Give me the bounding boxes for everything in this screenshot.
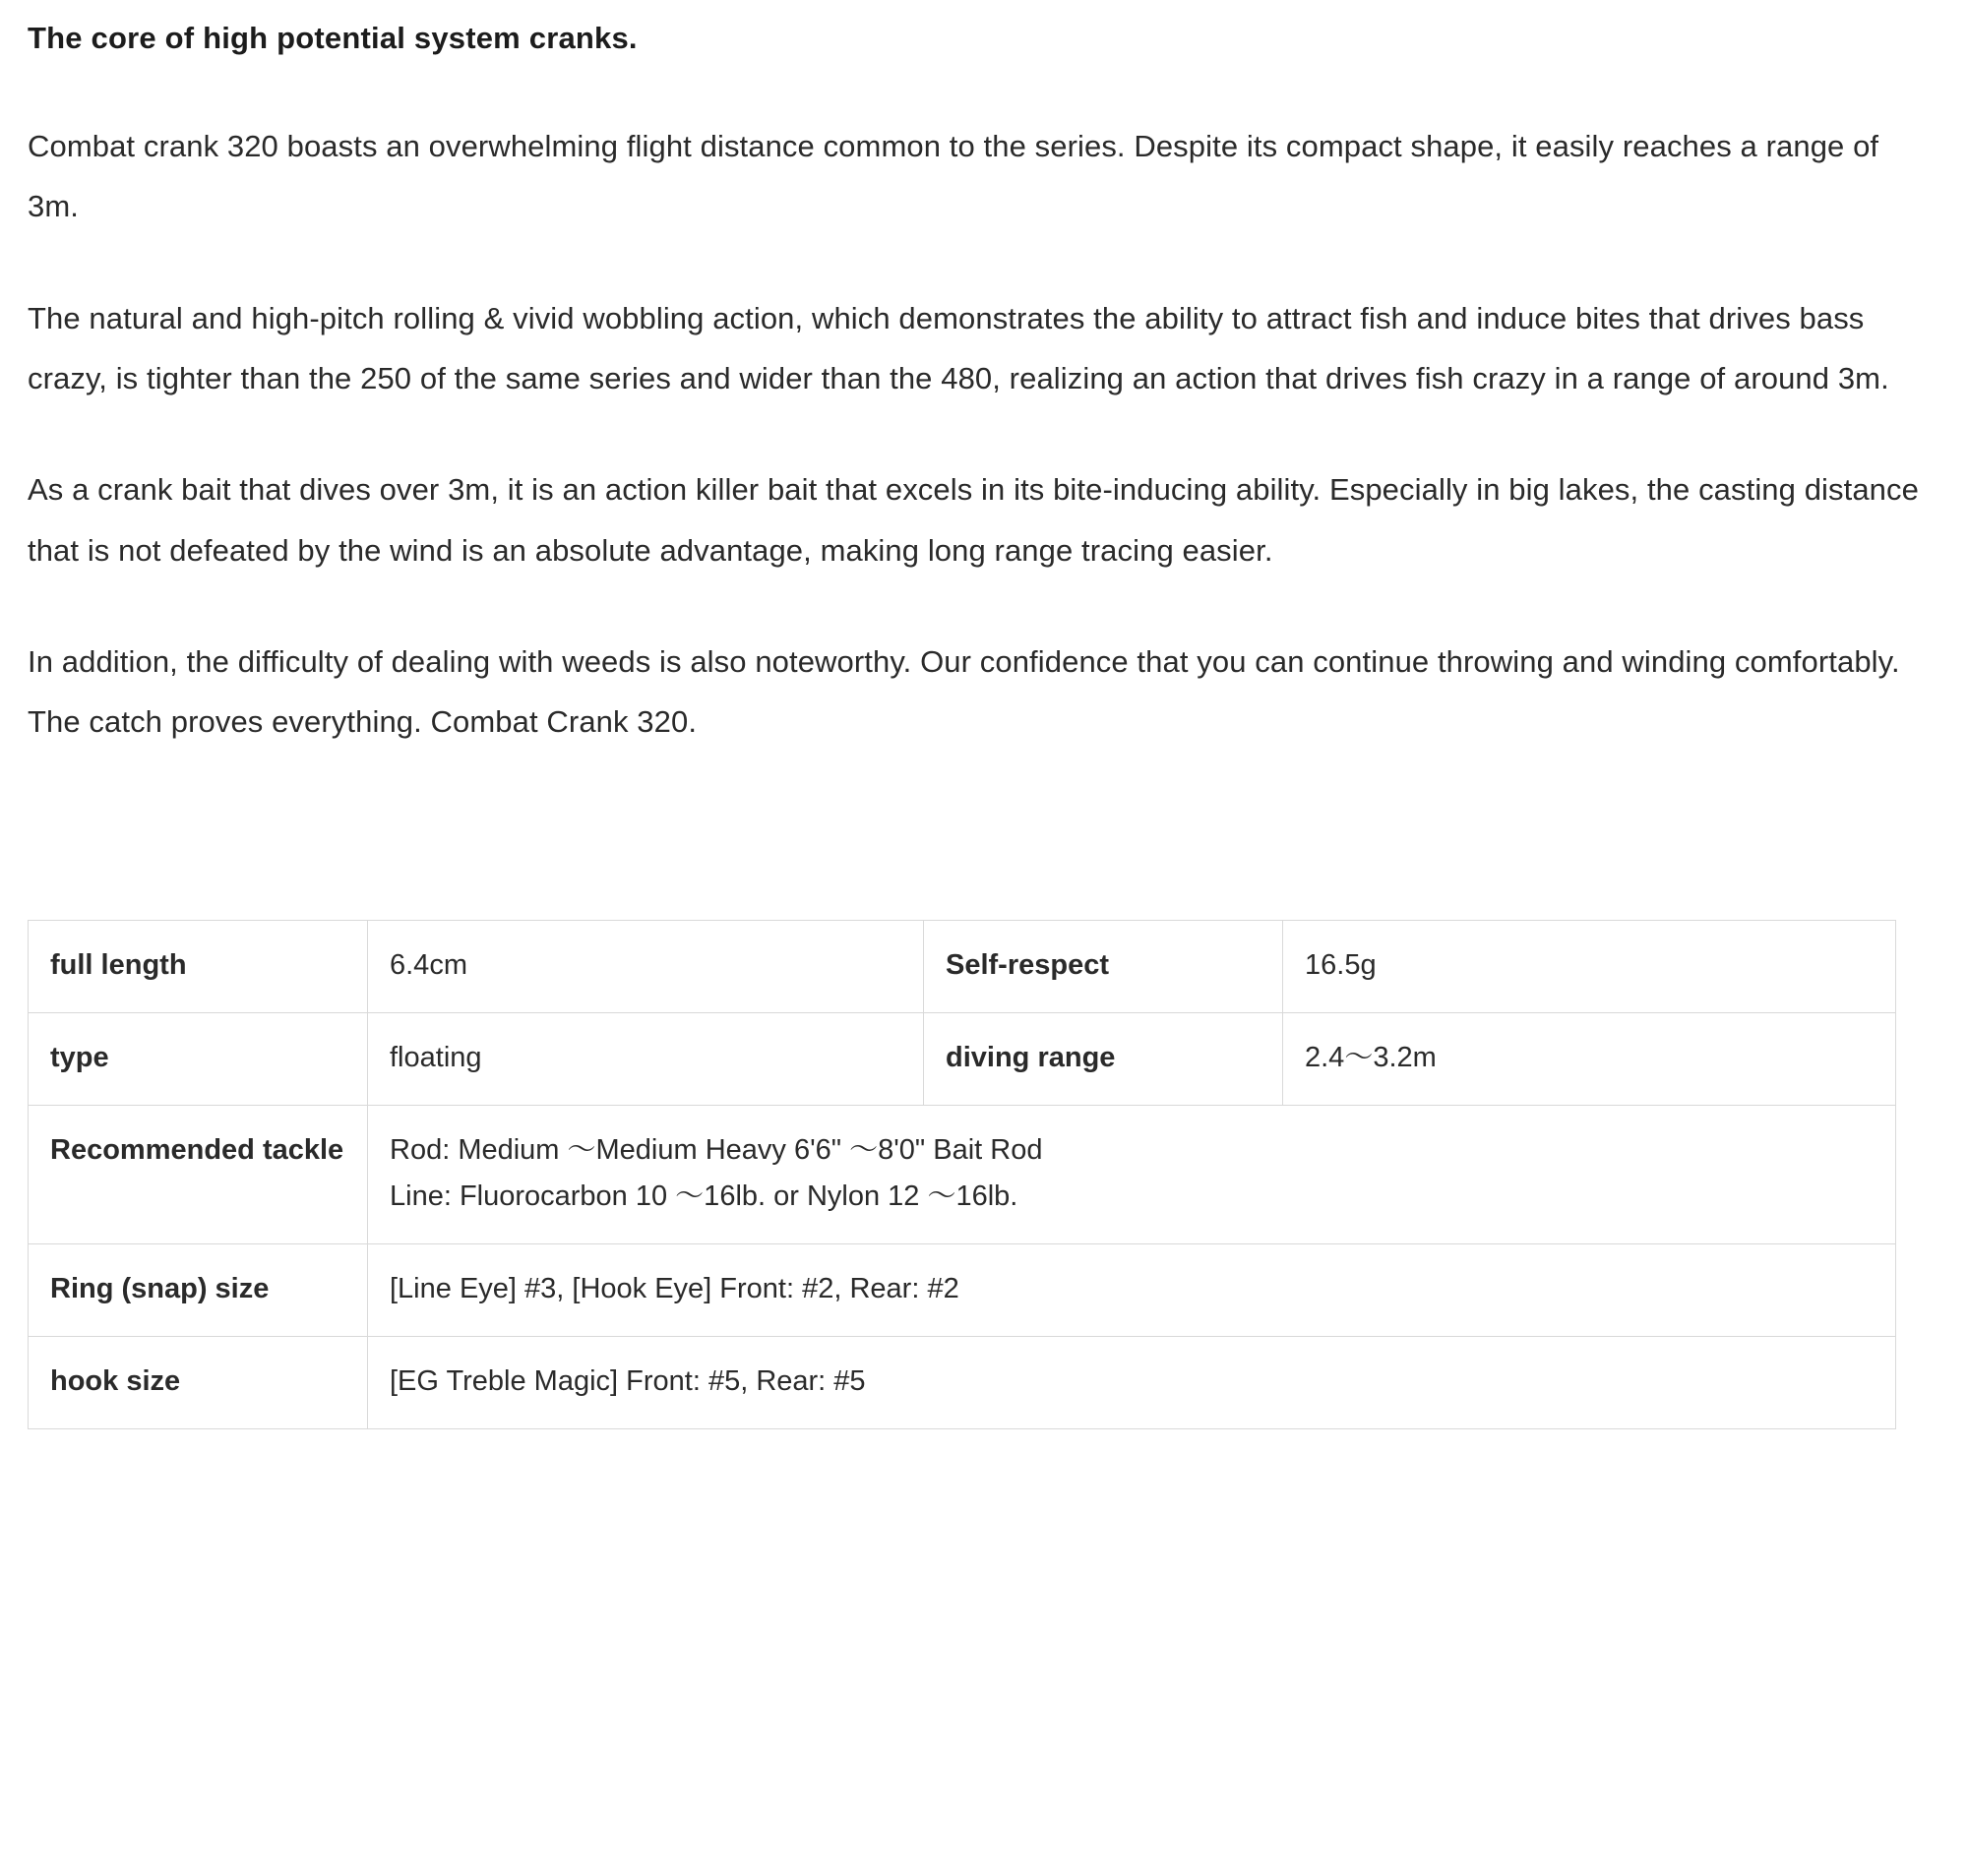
spec-label-type: type: [29, 1012, 368, 1105]
recommended-tackle-line: Line: Fluorocarbon 10 〜16lb. or Nylon 12 〜16lb.: [390, 1180, 1018, 1212]
page-title: The core of high potential system cranks.: [28, 21, 638, 55]
spec-value-diving-range: 2.4〜3.2m: [1283, 1012, 1896, 1105]
description-paragraph-3: As a crank bait that dives over 3m, it is an action killer bait that excels in its bite-inducing ability. Especially in big lakes, the casting distance that is not defeated by the wind is an absolute advantage, making long range tracing easier.: [28, 472, 1919, 568]
spec-value-recommended-tackle: [368, 1105, 1896, 1243]
table-row: [29, 1012, 1896, 1105]
spec-label-hook-size: hook size: [29, 1336, 368, 1428]
section-spacer: [28, 753, 1929, 920]
spec-label-full-length: full length: [29, 920, 368, 1012]
recommended-tackle-rod: Rod: Medium 〜Medium Heavy 6'6" 〜8'0" Bait Rod: [390, 1133, 1043, 1166]
table-row: [29, 1336, 1896, 1428]
table-row: [29, 920, 1896, 1012]
description-paragraph-4: In addition, the difficulty of dealing with weeds is also noteworthy. Our confidence that you can continue throwing and winding comfortably. The catch proves everything. Combat Crank 320.: [28, 644, 1900, 740]
spec-value-full-length: 6.4cm: [368, 920, 924, 1012]
spec-label-recommended-tackle: Recommended tackle: [29, 1105, 368, 1243]
description-paragraph-1: Combat crank 320 boasts an overwhelming flight distance common to the series. Despite its compact shape, it easily reaches a range of 3m.: [28, 128, 1879, 224]
spec-value-type: floating: [368, 1012, 924, 1105]
spec-value-hook-size: [EG Treble Magic] Front: #5, Rear: #5: [368, 1336, 1896, 1428]
spec-value-ring-size: [Line Eye] #3, [Hook Eye] Front: #2, Rear: #2: [368, 1243, 1896, 1336]
table-row: [29, 1105, 1896, 1243]
description-paragraph-2: The natural and high-pitch rolling & vivid wobbling action, which demonstrates the ability to attract fish and induce bites that drives bass crazy, is tighter than the 250 of the same series and wider than the 480, realizing an action that drives fish crazy in a range of around 3m.: [28, 300, 1889, 395]
spec-value-self-respect: 16.5g: [1283, 920, 1896, 1012]
spec-label-diving-range: diving range: [924, 1012, 1283, 1105]
spec-label-ring-size: Ring (snap) size: [29, 1243, 368, 1336]
table-row: [29, 1243, 1896, 1336]
spec-label-self-respect: Self-respect: [924, 920, 1283, 1012]
specification-table: [28, 920, 1896, 1429]
